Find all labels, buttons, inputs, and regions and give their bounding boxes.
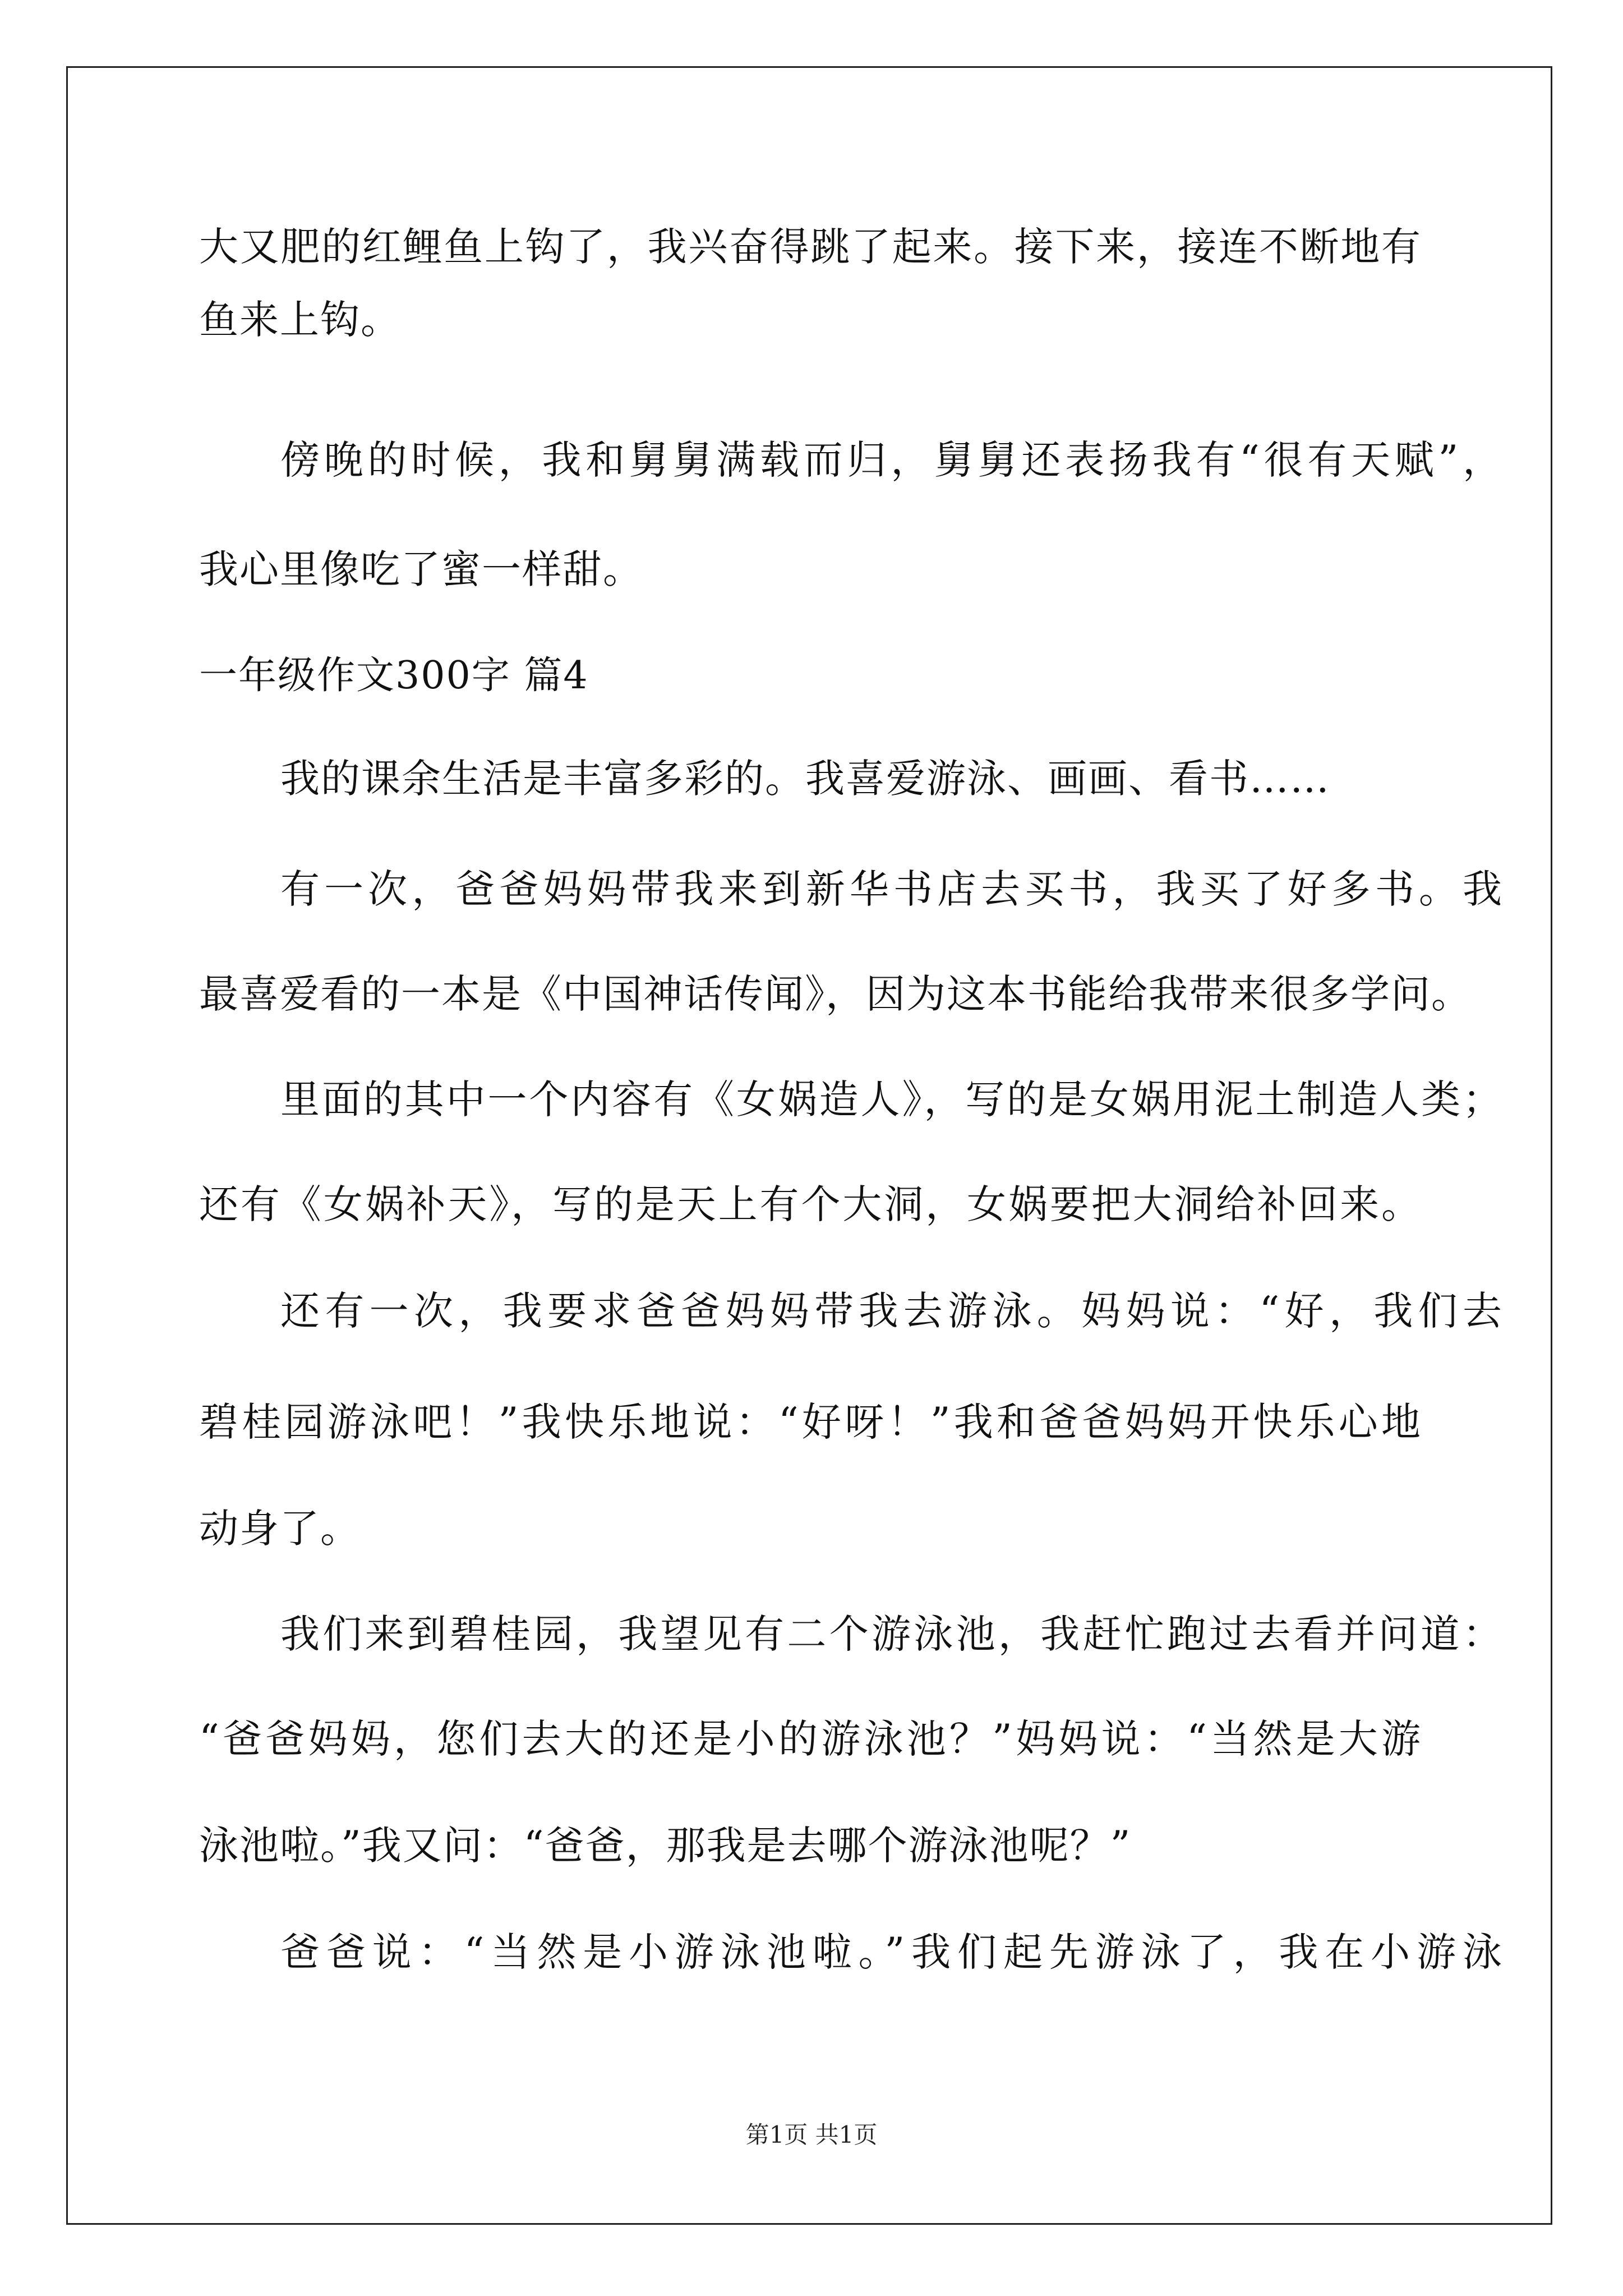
text-line: 泳池啦。”我又问：“爸爸，那我是去哪个游泳池呢？” xyxy=(199,1823,1132,1869)
text-line: 最喜爱看的一本是《中国神话传闻》，因为这本书能给我带来很多学问。 xyxy=(199,971,1472,1017)
text-line: 大又肥的红鲤鱼上钩了，我兴奋得跳了起来。接下来，接连不断地有 xyxy=(199,224,1422,270)
text-line: 有一次，爸爸妈妈带我来到新华书店去买书，我买了好多书。我 xyxy=(280,866,1503,912)
page-footer: 第1页 共1页 xyxy=(745,2121,878,2148)
section-heading: 一年级作文300字 篇4 xyxy=(199,654,589,698)
page-border xyxy=(66,66,1552,2225)
text-line: 里面的其中一个内容有《女娲造人》，写的是女娲用泥土制造人类； xyxy=(280,1076,1503,1122)
text-line: 动身了。 xyxy=(199,1506,361,1552)
text-line: 还有《女娲补天》，写的是天上有个大洞，女娲要把大洞给补回来。 xyxy=(199,1181,1422,1227)
text-line: 碧桂园游泳吧！”我快乐地说：“好呀！”我和爸爸妈妈开快乐心地 xyxy=(199,1399,1422,1445)
text-line: “爸爸妈妈，您们去大的还是小的游泳池？”妈妈说：“当然是大游 xyxy=(199,1716,1422,1762)
text-line: 我们来到碧桂园，我望见有二个游泳池，我赶忙跑过去看并问道： xyxy=(280,1611,1503,1657)
text-line: 傍晚的时候，我和舅舅满载而归，舅舅还表扬我有“很有天赋”， xyxy=(280,437,1503,483)
text-line: 还有一次，我要求爸爸妈妈带我去游泳。妈妈说：“好，我们去 xyxy=(280,1288,1503,1334)
text-line: 我的课余生活是丰富多彩的。我喜爱游泳、画画、看书…… xyxy=(280,756,1330,802)
text-line: 鱼来上钩。 xyxy=(199,297,401,343)
text-line: 爸爸说：“当然是小游泳池啦。”我们起先游泳了，我在小游泳 xyxy=(280,1929,1503,1975)
text-line: 我心里像吃了蜜一样甜。 xyxy=(199,546,643,592)
